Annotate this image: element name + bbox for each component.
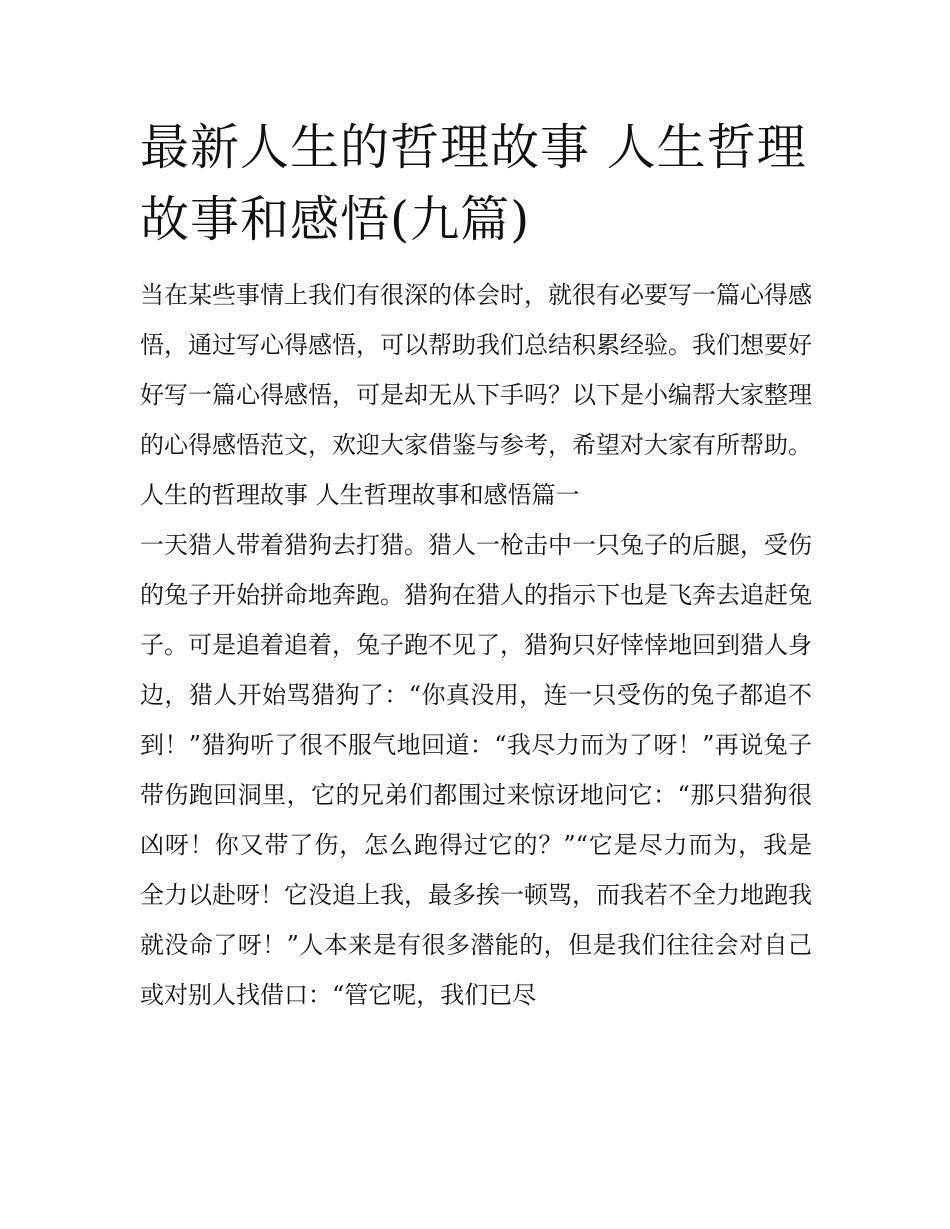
document-page [140, 112, 812, 1020]
story-paragraph: 一天猎人带着猎狗去打猎。猎人一枪击中一只兔子的后腿，受伤的兔子开始拼命地奔跑。猎狗在猎人的指示下也是飞奔去追赶兔子。可是追着追着，兔子跑不见了，猎狗只好悻悻地回到猎人身边，猎人开始骂猎狗了：“你真没用，连一只受伤的兔子都追不到！”猎狗听了很不服气地回道：“我尽力而为了呀！”再说兔子带伤跑回洞里，它的兄弟们都围过来惊讶地问它：“那只猎狗很凶呀！你又带了伤，怎么跑得过它的？”“它是尽力而为，我是全力以赴呀！它没追上我，最多挨一顿骂，而我若不全力地跑我就没命了呀！”人本来是有很多潜能的，但是我们往往会对自己或对别人找借口：“管它呢，我们已尽 [140, 531, 812, 1009]
section-heading: 人生的哲理故事 人生哲理故事和感悟篇一 [140, 481, 580, 509]
document-title: 最新人生的哲理故事 人生哲理故事和感悟(九篇) [140, 119, 807, 248]
intro-paragraph: 当在某些事情上我们有很深的体会时，就很有必要写一篇心得感悟，通过写心得感悟，可以帮助我们总结积累经验。我们想要好好写一篇心得感悟，可是却无从下手吗？以下是小编帮大家整理的心得感悟范文，欢迎大家借鉴与参考，希望对大家有所帮助。 [140, 281, 812, 459]
